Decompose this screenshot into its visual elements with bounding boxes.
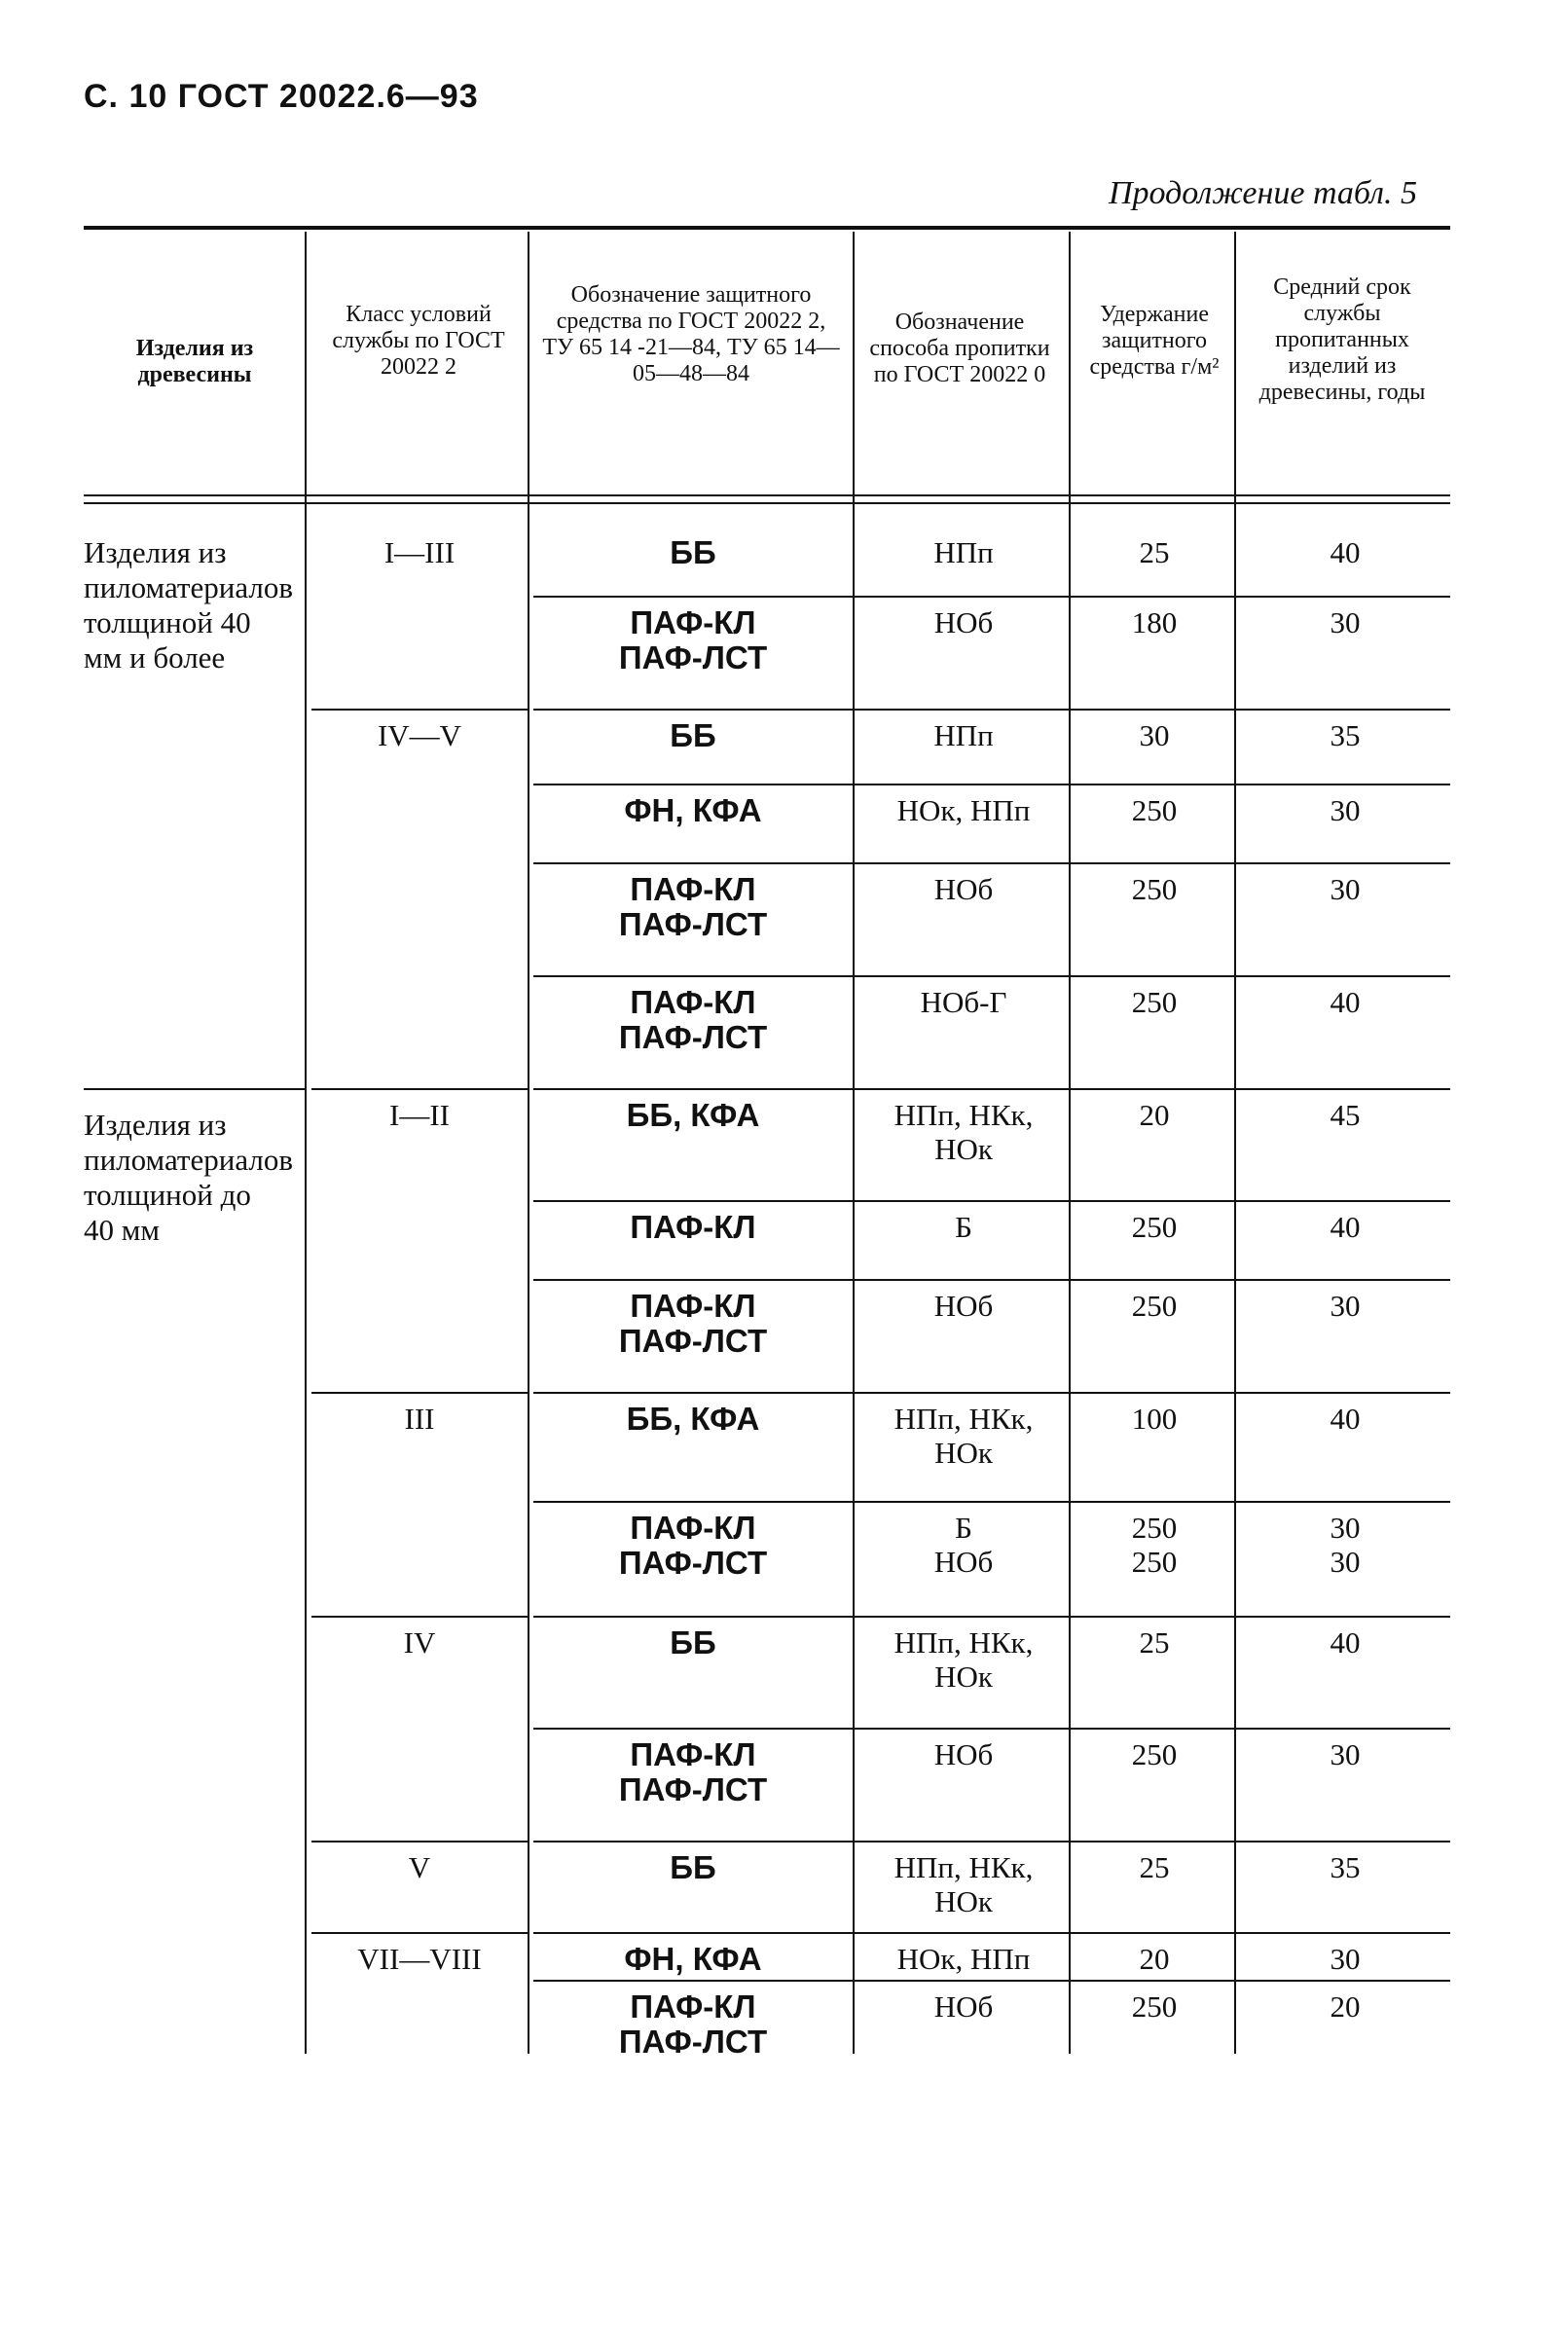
- protective-agent-cell-line: ФН, КФА: [624, 1941, 762, 1977]
- retention-cell: [1075, 1989, 1234, 2024]
- retention-cell-line: 250: [1131, 1511, 1178, 1545]
- impregnation-method-cell-line: НОб: [933, 1289, 994, 1323]
- row-rule: [533, 1980, 1450, 1982]
- impregnation-method-cell: [858, 793, 1069, 827]
- protective-agent-cell-line: ПАФ-ЛСТ: [618, 1771, 768, 1807]
- protective-agent-cell: [533, 535, 853, 570]
- impregnation-method-cell-line: НПп, НКк,: [893, 1625, 1034, 1660]
- product-group-label: Изделия из пиломатериалов толщиной до 40 мм: [84, 1108, 293, 1247]
- impregnation-method-cell: [858, 1210, 1069, 1244]
- protective-agent-cell: [533, 1625, 853, 1660]
- service-life-cell: [1240, 605, 1450, 639]
- retention-cell-line: 25: [1139, 1625, 1170, 1660]
- class-rule: [311, 1932, 528, 1934]
- retention-cell: [1075, 1942, 1234, 1976]
- column-rule: [1234, 232, 1236, 2054]
- protective-agent-cell-line: ПАФ-ЛСТ: [618, 1545, 768, 1581]
- protective-agent-cell: [533, 793, 853, 828]
- service-life-cell: [1240, 1625, 1450, 1660]
- service-class-cell: V: [408, 1850, 431, 1884]
- impregnation-method-cell: [858, 1511, 1069, 1579]
- service-class-cell: III: [404, 1402, 435, 1436]
- row-rule: [533, 1728, 1450, 1730]
- service-life-cell-line: 30: [1330, 1942, 1361, 1976]
- service-life-cell: [1240, 985, 1450, 1019]
- protective-agent-cell-line: ББ: [670, 717, 716, 753]
- impregnation-method-cell: [858, 985, 1069, 1019]
- row-rule: [533, 1841, 1450, 1842]
- service-life-cell-line: 30: [1330, 1289, 1361, 1323]
- protective-agent-cell-line: ПАФ-КЛ: [630, 1988, 756, 2025]
- service-life-cell-line: 35: [1330, 718, 1361, 752]
- product-group-rule: [84, 1088, 305, 1090]
- table-top-rule: [84, 226, 1450, 230]
- retention-cell: [1075, 1402, 1234, 1436]
- row-rule: [533, 862, 1450, 864]
- row-rule: [533, 784, 1450, 785]
- retention-cell-line: 250: [1131, 1545, 1178, 1579]
- service-life-cell: [1240, 1511, 1450, 1579]
- service-life-cell-line: 30: [1330, 872, 1361, 906]
- service-life-cell: [1240, 1942, 1450, 1976]
- impregnation-method-cell-line: Б: [955, 1210, 972, 1244]
- class-rule: [311, 709, 528, 711]
- protective-agent-cell: [533, 872, 853, 942]
- protective-agent-cell-line: ПАФ-ЛСТ: [618, 1323, 768, 1359]
- impregnation-method-cell-line: НПп: [933, 718, 994, 752]
- impregnation-method-cell: [858, 1989, 1069, 2024]
- service-life-cell-line: 30: [1330, 1545, 1361, 1579]
- column-rule: [853, 232, 855, 2054]
- protective-agent-cell: [533, 1210, 853, 1245]
- header-impregnation-method: Обозначение способа пропитки по ГОСТ 20022 0: [869, 310, 1050, 387]
- retention-cell: [1075, 872, 1234, 906]
- service-life-cell-line: 30: [1330, 605, 1361, 639]
- impregnation-method-cell-line: НПп, НКк,: [893, 1402, 1034, 1436]
- retention-cell-line: 180: [1131, 605, 1178, 639]
- protective-agent-cell: [533, 1402, 853, 1437]
- page-header: С. 10 ГОСТ 20022.6—93: [84, 78, 479, 115]
- retention-cell-line: 250: [1131, 872, 1178, 906]
- impregnation-method-cell-line: НОк: [934, 1660, 993, 1694]
- service-life-cell: [1240, 1989, 1450, 2024]
- retention-cell-line: 250: [1131, 1737, 1178, 1771]
- column-rule: [1069, 232, 1071, 2054]
- protective-agent-cell: [533, 1989, 853, 2060]
- header-products: Изделия из древесины: [135, 336, 254, 387]
- product-group-label: Изделия из пиломатериалов толщиной 40 мм и более: [84, 535, 293, 675]
- row-rule: [533, 1616, 1450, 1618]
- retention-cell-line: 30: [1139, 718, 1170, 752]
- service-life-cell: [1240, 718, 1450, 752]
- protective-agent-cell: [533, 605, 853, 675]
- retention-cell: [1075, 718, 1234, 752]
- impregnation-method-cell: [858, 1289, 1069, 1323]
- service-life-cell-line: 30: [1330, 1511, 1361, 1545]
- protective-agent-cell-line: ПАФ-КЛ: [630, 984, 756, 1020]
- header-rule-2: [84, 502, 1450, 504]
- header-service-class: Класс условий службы по ГОСТ 20022 2: [332, 302, 505, 380]
- protective-agent-cell: [533, 718, 853, 753]
- impregnation-method-cell: [858, 872, 1069, 906]
- protective-agent-cell: [533, 1942, 853, 1977]
- protective-agent-cell-line: ББ: [670, 1849, 716, 1885]
- impregnation-method-cell: [858, 1737, 1069, 1771]
- impregnation-method-cell-line: НОк: [934, 1436, 993, 1470]
- class-rule: [311, 1088, 528, 1090]
- service-life-cell: [1240, 1737, 1450, 1771]
- service-class-cell: I—II: [389, 1098, 450, 1132]
- service-life-cell-line: 40: [1330, 985, 1361, 1019]
- retention-cell: [1075, 1737, 1234, 1771]
- impregnation-method-cell: [858, 605, 1069, 639]
- protective-agent-cell-line: ПАФ-КЛ: [630, 1736, 756, 1772]
- protective-agent-cell-line: ББ, КФА: [626, 1401, 760, 1437]
- impregnation-method-cell-line: НОб: [933, 872, 994, 906]
- service-life-cell-line: 35: [1330, 1850, 1361, 1884]
- header-protective-agent: Обозначение защитного средства по ГОСТ 20022 2, ТУ 65 14 -21—84, ТУ 65 14—05—48—84: [542, 282, 840, 386]
- protective-agent-cell-line: ПАФ-ЛСТ: [618, 906, 768, 942]
- row-rule: [533, 1088, 1450, 1090]
- impregnation-method-cell: [858, 1402, 1069, 1470]
- protective-agent-cell-line: ББ, КФА: [626, 1097, 760, 1133]
- retention-cell: [1075, 1850, 1234, 1884]
- row-rule: [533, 1501, 1450, 1503]
- retention-cell: [1075, 1511, 1234, 1579]
- row-rule: [533, 1392, 1450, 1394]
- retention-cell: [1075, 1098, 1234, 1132]
- service-life-cell-line: 40: [1330, 1402, 1361, 1436]
- retention-cell-line: 250: [1131, 1989, 1178, 2024]
- service-class-cell: I—III: [383, 535, 456, 569]
- service-class-cell: IV—V: [377, 718, 462, 752]
- service-life-cell-line: 30: [1330, 1737, 1361, 1771]
- protective-agent-cell-line: ПАФ-КЛ: [630, 1510, 756, 1546]
- class-rule: [311, 1616, 528, 1618]
- protective-agent-cell: [533, 1098, 853, 1133]
- impregnation-method-cell-line: НОб: [933, 1989, 994, 2024]
- service-life-cell: [1240, 1098, 1450, 1132]
- service-life-cell: [1240, 1402, 1450, 1436]
- impregnation-method-cell-line: НОк, НПп: [896, 1942, 1031, 1976]
- header-retention: Удержание защитного средства г/м²: [1089, 302, 1220, 380]
- column-rule: [528, 232, 529, 2054]
- retention-cell: [1075, 1210, 1234, 1244]
- impregnation-method-cell-line: НПп: [933, 535, 994, 569]
- service-life-cell-line: 20: [1330, 1989, 1361, 2024]
- service-life-cell: [1240, 1850, 1450, 1884]
- retention-cell: [1075, 605, 1234, 639]
- row-rule: [533, 709, 1450, 711]
- retention-cell-line: 25: [1139, 1850, 1170, 1884]
- table-continuation-label: Продолжение табл. 5: [1108, 175, 1417, 211]
- retention-cell-line: 20: [1139, 1098, 1170, 1132]
- protective-agent-cell: [533, 1289, 853, 1359]
- protective-agent-cell-line: ПАФ-КЛ: [630, 1288, 756, 1324]
- impregnation-method-cell-line: Б: [955, 1511, 972, 1545]
- retention-cell-line: 100: [1131, 1402, 1178, 1436]
- class-rule: [311, 1392, 528, 1394]
- protective-agent-cell-line: ББ: [670, 1624, 716, 1660]
- protective-agent-cell: [533, 1511, 853, 1581]
- service-life-cell-line: 40: [1330, 535, 1361, 569]
- row-rule: [533, 1200, 1450, 1202]
- service-life-cell-line: 45: [1330, 1098, 1361, 1132]
- retention-cell-line: 250: [1131, 1289, 1178, 1323]
- retention-cell: [1075, 985, 1234, 1019]
- retention-cell-line: 20: [1139, 1942, 1170, 1976]
- retention-cell-line: 250: [1131, 793, 1178, 827]
- retention-cell-line: 250: [1131, 985, 1178, 1019]
- protective-agent-cell: [533, 985, 853, 1055]
- service-class-cell: VII—VIII: [357, 1942, 482, 1976]
- row-rule: [533, 1279, 1450, 1281]
- impregnation-method-cell: [858, 1098, 1069, 1166]
- protective-agent-cell: [533, 1737, 853, 1807]
- protective-agent-cell-line: ББ: [670, 534, 716, 570]
- impregnation-method-cell: [858, 1625, 1069, 1694]
- service-life-cell: [1240, 793, 1450, 827]
- impregnation-method-cell-line: НОк, НПп: [896, 793, 1031, 827]
- impregnation-method-cell-line: НОк: [934, 1132, 993, 1166]
- protective-agent-cell-line: ПАФ-КЛ: [630, 871, 756, 907]
- header-rule-1: [84, 494, 1450, 496]
- retention-cell-line: 250: [1131, 1210, 1178, 1244]
- service-life-cell-line: 30: [1330, 793, 1361, 827]
- protective-agent-cell-line: ПАФ-ЛСТ: [618, 1019, 768, 1055]
- protective-agent-cell-line: ПАФ-КЛ: [630, 604, 756, 640]
- service-life-cell-line: 40: [1330, 1625, 1361, 1660]
- service-life-cell: [1240, 872, 1450, 906]
- impregnation-method-cell-line: НПп, НКк,: [893, 1850, 1034, 1884]
- header-service-life: Средний срок службы пропитанных изделий из древесины, годы: [1258, 274, 1426, 405]
- service-class-cell: IV: [403, 1625, 436, 1660]
- impregnation-method-cell-line: НОк: [934, 1884, 993, 1918]
- column-rule: [305, 232, 307, 2054]
- retention-cell: [1075, 1289, 1234, 1323]
- class-rule: [311, 1841, 528, 1842]
- protective-agent-cell-line: ПАФ-КЛ: [630, 1209, 756, 1245]
- impregnation-method-cell-line: НОб: [933, 605, 994, 639]
- retention-cell: [1075, 1625, 1234, 1660]
- impregnation-method-cell-line: НОб-Г: [920, 985, 1007, 1019]
- service-life-cell-line: 40: [1330, 1210, 1361, 1244]
- row-rule: [533, 596, 1450, 598]
- service-life-cell: [1240, 535, 1450, 569]
- protective-agent-cell-line: ФН, КФА: [624, 792, 762, 828]
- row-rule: [533, 1932, 1450, 1934]
- impregnation-method-cell: [858, 1942, 1069, 1976]
- impregnation-method-cell-line: НПп, НКк,: [893, 1098, 1034, 1132]
- impregnation-method-cell: [858, 1850, 1069, 1918]
- protective-agent-cell: [533, 1850, 853, 1885]
- retention-cell-line: 25: [1139, 535, 1170, 569]
- impregnation-method-cell: [858, 535, 1069, 569]
- service-life-cell: [1240, 1210, 1450, 1244]
- retention-cell: [1075, 793, 1234, 827]
- protective-agent-cell-line: ПАФ-ЛСТ: [618, 2024, 768, 2060]
- row-rule: [533, 975, 1450, 977]
- retention-cell: [1075, 535, 1234, 569]
- impregnation-method-cell-line: НОб: [933, 1737, 994, 1771]
- impregnation-method-cell: [858, 718, 1069, 752]
- protective-agent-cell-line: ПАФ-ЛСТ: [618, 639, 768, 675]
- impregnation-method-cell-line: НОб: [933, 1545, 994, 1579]
- service-life-cell: [1240, 1289, 1450, 1323]
